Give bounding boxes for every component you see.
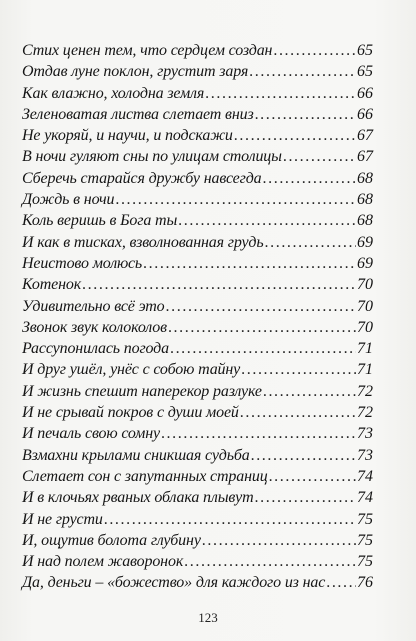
toc-entry-title: И над полем жаворонок — [22, 553, 184, 571]
toc-entry-page: 70 — [357, 276, 373, 294]
dot-leader — [81, 274, 356, 295]
toc-entry-title: Рассупонилась погода — [22, 340, 169, 358]
toc-entry — [22, 423, 373, 444]
toc-entry-title: И не грусти — [22, 510, 103, 528]
toc-entry — [22, 253, 373, 274]
toc-entry — [22, 402, 373, 423]
page-number: 123 — [198, 610, 218, 625]
toc-entry-title: И в клочьях рваных облака плывут — [22, 489, 254, 507]
toc-entry — [22, 40, 373, 61]
dot-leader — [204, 83, 356, 104]
table-of-contents — [22, 40, 373, 594]
toc-entry-title: Взмахни крылами сникшая судьба — [22, 446, 250, 464]
toc-entry-page: 65 — [357, 63, 373, 81]
toc-entry-page: 75 — [357, 510, 373, 528]
dot-leader — [282, 146, 356, 167]
toc-entry-page: 68 — [357, 191, 373, 209]
toc-entry — [22, 210, 373, 231]
dot-leader — [167, 317, 356, 338]
toc-entry — [22, 487, 373, 508]
toc-entry-page: 67 — [357, 127, 373, 145]
toc-entry — [22, 317, 373, 338]
toc-entry — [22, 104, 373, 125]
toc-entry-title: В ночи гуляют сны по улицам столицы — [22, 148, 282, 166]
toc-entry-page: 72 — [357, 382, 373, 400]
toc-entry — [22, 572, 373, 593]
dot-leader — [262, 381, 356, 402]
toc-entry — [22, 146, 373, 167]
dot-leader — [250, 445, 356, 466]
toc-entry-page: 68 — [357, 212, 373, 230]
dot-leader — [114, 189, 356, 210]
toc-entry-title: Неистово молюсь — [22, 254, 143, 272]
toc-entry-page: 75 — [357, 531, 373, 549]
toc-entry-title: И, ощутив болота глубину — [22, 531, 201, 549]
dot-leader — [103, 509, 356, 530]
toc-entry-title: И не срывай покров с души моей — [22, 404, 239, 422]
toc-entry-title: И жизнь спешит наперекор разлуке — [22, 382, 262, 400]
dot-leader — [254, 487, 356, 508]
toc-entry — [22, 551, 373, 572]
toc-entry — [22, 189, 373, 210]
dot-leader — [142, 253, 356, 274]
toc-entry-title: Коль веришь в Бога ты — [22, 212, 178, 230]
toc-entry — [22, 381, 373, 402]
toc-entry-page: 71 — [357, 340, 373, 358]
toc-entry-title: Отдав луне поклон, грустит заря — [22, 63, 249, 81]
toc-entry-page: 69 — [357, 254, 373, 272]
toc-entry-title: Зеленоватая листва слетает вниз — [22, 105, 254, 123]
toc-entry-page: 65 — [357, 42, 373, 59]
dot-leader — [240, 359, 356, 380]
dot-leader — [254, 104, 356, 125]
toc-entry-title: И печаль свою сомну — [22, 425, 160, 443]
dot-leader — [233, 125, 356, 146]
toc-entry-title: Сберечь старайся дружбу навсегда — [22, 169, 262, 187]
toc-entry-page: 72 — [357, 404, 373, 422]
toc-entry-page: 70 — [357, 297, 373, 315]
toc-entry-title: Как влажно, холодна земля — [22, 84, 205, 102]
dot-leader — [201, 530, 356, 551]
toc-entry-title: Да, деньги – «божество» для каждого из нас — [22, 574, 326, 592]
toc-entry — [22, 466, 373, 487]
toc-entry — [22, 232, 373, 253]
toc-entry-page: 67 — [357, 148, 373, 166]
dot-leader — [325, 572, 356, 593]
toc-entry-page: 74 — [357, 467, 373, 485]
toc-entry-page: 68 — [357, 169, 373, 187]
dot-leader — [262, 168, 356, 189]
toc-entry-page: 75 — [357, 553, 373, 571]
toc-entry-title: Слетает сон с запутанных страниц — [22, 467, 268, 485]
toc-entry-page: 69 — [357, 233, 373, 251]
dot-leader — [160, 423, 356, 444]
toc-entry-page: 73 — [357, 425, 373, 443]
toc-entry-title: И как в тисках, взволнованная грудь — [22, 233, 264, 251]
toc-entry — [22, 509, 373, 530]
toc-entry — [22, 274, 373, 295]
toc-entry-page: 74 — [357, 489, 373, 507]
dot-leader — [264, 232, 356, 253]
toc-entry-title: Стих ценен тем, что сердцем создан — [22, 42, 273, 59]
toc-entry-page: 76 — [357, 574, 373, 592]
toc-entry — [22, 168, 373, 189]
toc-entry-page: 71 — [357, 361, 373, 379]
dot-leader — [169, 338, 356, 359]
toc-entry-title: Не укоряй, и научи, и подскажи — [22, 127, 233, 145]
toc-entry-page: 73 — [357, 446, 373, 464]
dot-leader — [268, 466, 356, 487]
toc-entry — [22, 125, 373, 146]
toc-entry — [22, 83, 373, 104]
toc-entry-title: Котенок — [22, 276, 82, 294]
toc-entry — [22, 530, 373, 551]
toc-entry-title: Дождь в ночи — [22, 191, 115, 209]
toc-entry — [22, 359, 373, 380]
toc-entry-page: 66 — [357, 105, 373, 123]
toc-entry — [22, 296, 373, 317]
dot-leader — [248, 61, 356, 82]
dot-leader — [272, 40, 356, 61]
dot-leader — [183, 551, 356, 572]
toc-entry — [22, 338, 373, 359]
toc-entry-page: 66 — [357, 84, 373, 102]
dot-leader — [239, 402, 356, 423]
toc-entry — [22, 445, 373, 466]
dot-leader — [165, 296, 356, 317]
toc-entry-title: Звонок звук колоколов — [22, 318, 167, 336]
toc-entry — [22, 61, 373, 82]
dot-leader — [177, 210, 356, 231]
toc-entry-page: 70 — [357, 318, 373, 336]
toc-entry-title: Удивительно всё это — [22, 297, 165, 315]
toc-entry-title: И друг ушёл, унёс с собою тайну — [22, 361, 241, 379]
